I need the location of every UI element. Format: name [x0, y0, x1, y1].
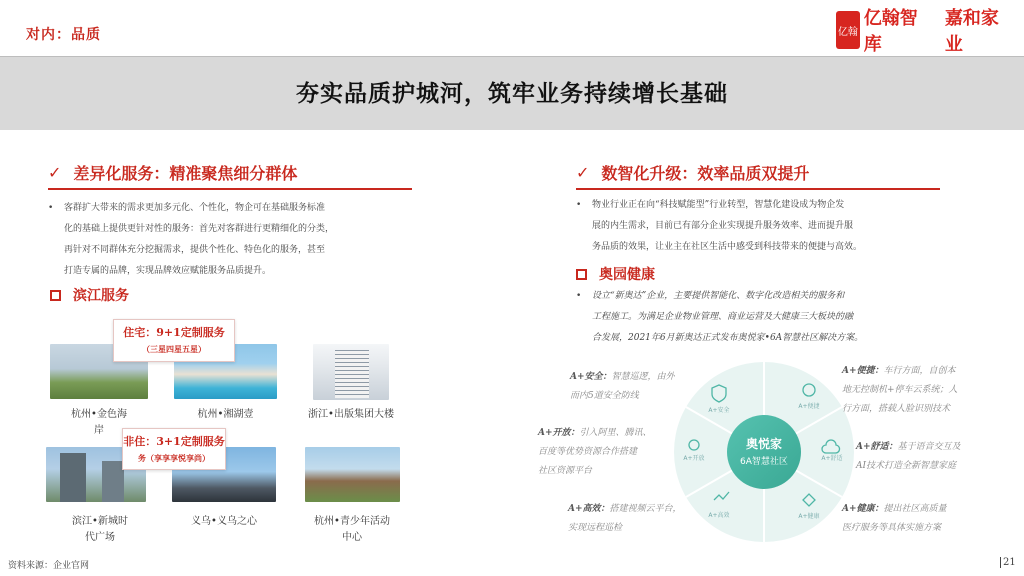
- check-icon: ✓: [576, 162, 590, 182]
- caption-line: 中心: [342, 532, 362, 543]
- note-label: A+健康：: [842, 504, 884, 514]
- text-line: 工程施工。为满足企业物业管理、商业运营及大健康三大板块的融: [592, 312, 854, 322]
- caption-yiwu-zhixin: [172, 514, 276, 530]
- right-section-header: [576, 160, 940, 190]
- tag-nonresidential: [122, 428, 226, 470]
- note-line: 百度等优势资源合作搭建: [538, 447, 638, 457]
- note-line: 社区资源平台: [538, 466, 593, 476]
- text-line: 化的基础上提供更针对性的服务：首先对客群进行更精细化的分类，: [64, 224, 335, 234]
- diagram-center: [727, 415, 801, 489]
- source-note: 资料来源：企业官网: [8, 561, 90, 571]
- right-subheading: [576, 264, 655, 284]
- note-line: 基于语音交互及: [897, 442, 961, 452]
- title-band: [0, 56, 1024, 130]
- note-health: [842, 500, 982, 538]
- note-comfort: [856, 438, 986, 476]
- right-bullet-2-text: [592, 286, 863, 349]
- page-number: 21: [1000, 557, 1016, 568]
- right-heading-underline: [576, 188, 940, 190]
- diagram-center-subtitle: 6A智慧社区: [740, 457, 788, 467]
- breadcrumb: 对内：品质: [26, 27, 101, 43]
- bullet-icon: •: [576, 200, 582, 210]
- note-label: A+便捷：: [842, 366, 884, 376]
- note-line: 而内5道安全防线: [570, 391, 639, 401]
- note-open: [538, 424, 678, 481]
- text-line: 务品质的效果，让业主在社区生活中感受到科技带来的便捷与高效。: [592, 242, 863, 252]
- caption-xianghu-yi: [174, 407, 277, 423]
- logo-badge-icon: 亿翰: [836, 11, 860, 49]
- caption-line: 杭州•湘湖壹: [197, 409, 254, 420]
- tag-residential-detail: （三星四星五星）: [142, 344, 206, 354]
- text-line: 展的内生需求，目前已有部分企业实现提升服务效率、进而提升服: [592, 221, 854, 231]
- left-heading-underline: [48, 188, 412, 190]
- note-convenient: [842, 362, 982, 419]
- square-icon: [576, 269, 587, 280]
- note-line: 智慧巡逻，由外: [611, 372, 675, 382]
- left-heading: 差异化服务：精准聚焦细分群体: [73, 163, 298, 183]
- text-line: 合发展，2021年6月新奥达正式发布奥悦家•6A智慧社区解决方案。: [592, 333, 864, 343]
- brand-name-primary: 亿翰智库: [863, 8, 918, 55]
- note-line: 车行方面，自创本: [883, 366, 956, 376]
- page-title: 夯实品质护城河，筑牢业务持续增长基础: [296, 80, 728, 107]
- tag-residential-title: 住宅：9+1定制服务: [123, 326, 225, 339]
- text-line: 再针对不同群体充分挖掘需求，提供个性化、特色化的服务，甚至: [64, 245, 326, 255]
- caption-line: 杭州•青少年活动: [314, 516, 390, 527]
- tag-nonresidential-detail: 务（享享享悦享尚）: [138, 453, 210, 463]
- left-subheading: [50, 285, 129, 305]
- brand-name-partner: 嘉和家业: [944, 8, 999, 55]
- tag-nonresidential-title: 非住：3+1定制服务: [123, 435, 225, 448]
- text-line: 打造专属的品牌，实现品牌效应赋能服务品质提升。: [64, 266, 272, 276]
- segment-label-health: A+健康: [798, 513, 820, 520]
- caption-line: 浙江•出版集团大楼: [308, 409, 394, 420]
- caption-line: 岸: [94, 425, 104, 436]
- right-bullet-2: [570, 286, 950, 349]
- segment-label-comfort: A+舒适: [821, 455, 843, 462]
- caption-youth-center: [294, 514, 410, 546]
- right-bullet-1: [570, 195, 950, 258]
- note-line: 行方面，搭载人脸识别技术: [842, 404, 951, 414]
- caption-publishing-building: [292, 407, 410, 423]
- text-line: 物业行业正在向“科技赋能型”行业转型，智慧化建设成为物企发: [592, 200, 845, 210]
- text-line: 客群扩大带来的需求更加多元化、个性化，物企可在基础服务标准: [64, 203, 326, 213]
- caption-line: 代广场: [85, 532, 115, 543]
- bullet-icon: •: [48, 203, 54, 213]
- note-efficient: [568, 500, 702, 538]
- caption-line: 滨江•新城时: [72, 516, 128, 527]
- text-line: 设立“新奥达”企业，主要提供智能化、数字化改造相关的服务和: [592, 291, 845, 301]
- left-bullet: [42, 198, 422, 282]
- segment-label-convenient: A+便捷: [798, 403, 820, 410]
- square-icon: [50, 290, 61, 301]
- left-bullet-text: [64, 198, 334, 282]
- note-line: 实现远程巡检: [568, 523, 623, 533]
- note-label: A+舒适：: [856, 442, 898, 452]
- note-line: 搭建视频云平台，: [609, 504, 682, 514]
- note-line: 提出社区高质量: [883, 504, 947, 514]
- left-section-header: [48, 160, 412, 190]
- caption-line: 杭州•金色海: [71, 409, 127, 420]
- note-line: 引入阿里、腾讯、: [579, 428, 652, 438]
- segment-label-open: A+开放: [683, 455, 705, 462]
- subheading-text: 滨江服务: [73, 288, 129, 304]
- subheading-text: 奥园健康: [599, 267, 655, 283]
- diagram-center-title: 奥悦家: [745, 437, 783, 451]
- note-safety: [570, 368, 700, 406]
- right-bullet-1-text: [592, 195, 862, 258]
- bullet-icon: •: [576, 291, 582, 301]
- note-label: A+高效：: [568, 504, 610, 514]
- note-label: A+开放：: [538, 428, 580, 438]
- note-line: AI技术打造全新智慧家庭: [856, 461, 957, 471]
- note-line: 地无控制机+停车云系统；人: [842, 385, 958, 395]
- right-heading: 数智化升级：效率品质双提升: [601, 163, 810, 183]
- brand-logo: [836, 8, 1016, 55]
- check-icon: ✓: [48, 162, 62, 182]
- photo-publishing-building: [313, 344, 389, 400]
- caption-xincheng-shidai: [50, 514, 150, 546]
- note-line: 医疗服务等具体实施方案: [842, 523, 942, 533]
- segment-label-efficient: A+高效: [708, 512, 730, 519]
- caption-line: 义乌•义乌之心: [191, 516, 257, 527]
- photo-youth-center: [305, 447, 400, 502]
- note-label: A+安全：: [570, 372, 612, 382]
- tag-residential: [113, 319, 235, 362]
- segment-label-safety: A+安全: [708, 407, 730, 414]
